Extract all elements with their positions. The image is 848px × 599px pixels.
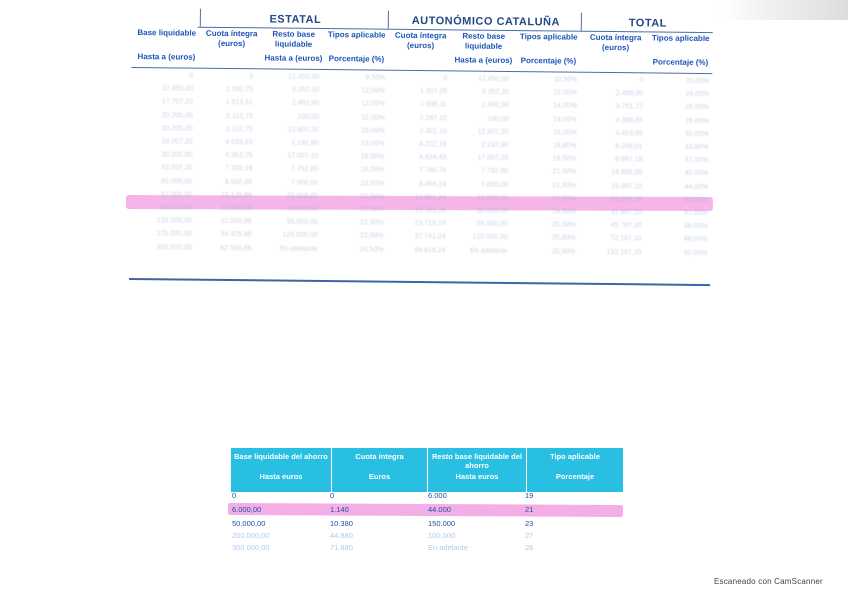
table-cell: 33.007,20 bbox=[161, 138, 193, 146]
table-cell: 100,00 bbox=[487, 115, 509, 123]
table-cell: 17.007,20 bbox=[477, 154, 509, 163]
highlight-marker bbox=[228, 503, 623, 517]
group-autonomico: AUTONÓMICO CATALUÑA bbox=[411, 14, 561, 29]
table-cell: 0 bbox=[330, 491, 335, 500]
table-cell: 2.192,80 bbox=[481, 141, 509, 149]
table-cell: 33,80% bbox=[684, 143, 709, 152]
table-cell: 10.380 bbox=[330, 519, 353, 528]
table-cell: 4.413,85 bbox=[615, 129, 643, 138]
col-header-tipo-total: Tipos aplicable Porcentaje (%) bbox=[651, 33, 710, 68]
table-cell: 14.889,95 bbox=[611, 169, 643, 177]
table-cell: 44.880 bbox=[330, 531, 353, 540]
table-cell: 7.109,19 bbox=[225, 165, 253, 173]
table-cell: En adelante bbox=[470, 247, 508, 255]
col-header-resto-estatal: Resto base liquidable Hasta a (euros) bbox=[264, 29, 323, 63]
table-cell: 30.000,00 bbox=[286, 205, 318, 213]
table-cell: 67.000,00 bbox=[160, 191, 193, 199]
table-cell: 2.490,00 bbox=[615, 90, 644, 98]
table-cell: 2.112,75 bbox=[226, 112, 253, 120]
table-cell: 15,00% bbox=[360, 127, 385, 135]
table-cell: 21.087,10 bbox=[610, 195, 643, 204]
table-cell: 18.007,10 bbox=[610, 182, 643, 190]
table-cell: 22,50% bbox=[360, 206, 384, 214]
table-cell: 12.807,20 bbox=[477, 128, 509, 136]
table-cell: 45.767,10 bbox=[610, 222, 642, 230]
table-cell: 100.000 bbox=[428, 531, 456, 540]
table-cell: 0 bbox=[443, 75, 448, 83]
table-cell: 60.000,00 bbox=[160, 177, 193, 186]
table-cell: 9.456,24 bbox=[418, 180, 447, 188]
table-cell: 100,00 bbox=[297, 113, 319, 121]
table-cell: 23 bbox=[525, 519, 534, 528]
page-edge-shadow bbox=[718, 0, 848, 20]
table-cell: 16.366,24 bbox=[414, 206, 446, 215]
table-cell: 150.000 bbox=[428, 519, 456, 528]
table-cell: 12.450,00 bbox=[478, 75, 510, 83]
table-cell: 8.550,86 bbox=[224, 178, 253, 186]
table-cell: 37,00% bbox=[684, 156, 709, 165]
table-cell: 125.000,00 bbox=[472, 233, 508, 242]
table-cell: 12.450,00 bbox=[288, 73, 320, 81]
table-cell: 21,50% bbox=[552, 182, 577, 190]
table-cell: 44.000 bbox=[428, 505, 451, 514]
table-cell: 12,00% bbox=[361, 87, 386, 95]
table-cell: 4.399,85 bbox=[615, 116, 643, 124]
table-cell: 35.200,00 bbox=[161, 151, 193, 159]
table-cell: 22,50% bbox=[359, 219, 384, 227]
table-cell: 50,00% bbox=[683, 249, 708, 257]
table-cell: 21 bbox=[525, 505, 534, 514]
table-cell: 14,00% bbox=[553, 116, 577, 124]
col-header-cuota-autonomico: Cuota íntegra (euros) bbox=[394, 30, 447, 51]
table-cell: 72.167,10 bbox=[610, 235, 642, 243]
table-cell: 10,50% bbox=[553, 76, 578, 84]
table-cell: 18,50% bbox=[360, 166, 385, 175]
table-cell: 19 bbox=[525, 491, 534, 500]
table-cell: 22.050,86 bbox=[220, 218, 252, 226]
table-cell: 2.192,80 bbox=[291, 139, 319, 147]
table-cell: 46,00% bbox=[684, 196, 709, 204]
table-cell: 30.000,00 bbox=[476, 207, 508, 215]
general-tax-scale-table bbox=[129, 6, 713, 287]
table-cell: 44,00% bbox=[684, 183, 709, 191]
table-cell: 2.492,80 bbox=[481, 102, 510, 110]
table-cell: 12,00% bbox=[361, 100, 386, 109]
table-cell: 21,50% bbox=[552, 168, 577, 177]
table-cell: 7.780,76 bbox=[419, 167, 447, 175]
table-cell: 25,50% bbox=[551, 221, 576, 229]
table-cell: 2.492,80 bbox=[291, 100, 320, 108]
col-header-base: Base liquidable Hasta a (euros) bbox=[137, 28, 197, 62]
table-cell: 48,00% bbox=[683, 236, 708, 244]
table-cell: 7.000,00 bbox=[290, 179, 319, 187]
table-cell: 62.550,86 bbox=[220, 244, 252, 252]
table-cell: 9,50% bbox=[365, 74, 386, 82]
table-cell: 12,00% bbox=[361, 113, 385, 122]
group-separator bbox=[200, 9, 201, 27]
lower-header-resto: Resto base liquidable del ahorro Hasta euros bbox=[428, 448, 527, 492]
table-cell: 14,00% bbox=[553, 102, 578, 111]
table-cell: 6.000 bbox=[428, 491, 447, 500]
group-separator bbox=[388, 11, 389, 29]
table-cell: 0 bbox=[232, 491, 237, 500]
table-cell: 5.257,20 bbox=[291, 86, 320, 95]
table-cell: 48,00% bbox=[683, 222, 708, 231]
table-cell: 15,00% bbox=[360, 140, 385, 148]
table-cell: 1.182,75 bbox=[225, 86, 254, 94]
table-cell: 24,00% bbox=[685, 90, 710, 99]
table-cell: 34.425,86 bbox=[220, 231, 252, 239]
savings-tax-scale-table bbox=[231, 448, 625, 558]
table-cell: 12,00% bbox=[553, 89, 578, 97]
table-cell: 1.813,61 bbox=[225, 99, 254, 107]
table-cell: 15,00% bbox=[552, 129, 577, 137]
table-cell: 22,50% bbox=[359, 232, 384, 241]
table-cell: 27 bbox=[525, 531, 534, 540]
table-cell: 200.000,00 bbox=[232, 531, 270, 540]
table-cell: 50.000,00 bbox=[232, 519, 266, 528]
table-cell: 0 bbox=[249, 73, 254, 81]
table-cell: 23.716,24 bbox=[414, 220, 446, 228]
table-cell: 4.033,83 bbox=[225, 138, 253, 147]
lower-header-cuota: Cuota íntegra Euros bbox=[332, 448, 428, 492]
table-cell: 0 bbox=[189, 72, 194, 80]
table-cell: 22,50% bbox=[360, 193, 385, 201]
table-cell: 8.997,18 bbox=[615, 156, 643, 164]
table-cell: 18,80% bbox=[552, 142, 577, 150]
table-cell: 55.000,00 bbox=[286, 218, 318, 227]
group-estatal: ESTATAL bbox=[269, 13, 322, 26]
table-cell: 3.751,72 bbox=[615, 103, 644, 111]
group-separator bbox=[581, 13, 582, 31]
table-cell: 1.938,11 bbox=[420, 101, 448, 109]
table-cell: 7.792,80 bbox=[480, 168, 509, 176]
table-cell: En adelante bbox=[428, 543, 469, 552]
col-header-cuota-estatal: Cuota íntegra (euros) bbox=[205, 28, 258, 49]
table-cell: 20,00% bbox=[685, 77, 710, 86]
table-cell: 4.362,75 bbox=[225, 152, 253, 160]
table-cell: 4.222,18 bbox=[419, 141, 447, 149]
table-cell: 37.741,24 bbox=[414, 233, 446, 241]
table-cell: 10.961,24 bbox=[414, 193, 447, 202]
table-cell: 17.007,20 bbox=[287, 152, 319, 161]
col-header-tipo-autonomico: Tipos aplicable Porcentaje (%) bbox=[519, 32, 578, 66]
table-cell: 2.287,10 bbox=[419, 114, 447, 122]
table-cell: 24,50% bbox=[359, 245, 384, 254]
table-cell: 20.200,00 bbox=[161, 111, 193, 120]
lower-header-base: Base liquidable del ahorro Hasta euros bbox=[231, 448, 332, 492]
table-cell: 40,00% bbox=[684, 170, 709, 178]
table-cell: 26,00% bbox=[685, 104, 710, 112]
table-cell: 30,00% bbox=[684, 130, 709, 138]
table-cell: 47,00% bbox=[684, 209, 708, 218]
table-cell: 25,50% bbox=[551, 234, 576, 243]
col-header-resto-autonomico: Resto base liquidable Hasta a (euros) bbox=[454, 31, 513, 65]
col-header-tipo-estatal: Tipos aplicable Porcentaje (%) bbox=[327, 30, 386, 64]
table-cell: 23.000,00 bbox=[286, 192, 319, 200]
table-cell: 1.307,25 bbox=[419, 88, 448, 96]
table-cell: 26 bbox=[525, 543, 534, 552]
table-cell: 17.707,20 bbox=[161, 98, 194, 107]
table-cell: 22,50% bbox=[360, 179, 385, 188]
table-cell: 0 bbox=[639, 77, 644, 85]
table-cell: 12.450,00 bbox=[161, 85, 194, 93]
table-cell: 31.667,10 bbox=[610, 209, 642, 217]
table-cell: 71.880 bbox=[330, 543, 353, 552]
lower-header-tipo: Tipo aplicable Porcentaje bbox=[527, 448, 623, 492]
table-cell: 24,50% bbox=[552, 208, 576, 216]
table-cell: En adelante bbox=[280, 245, 318, 253]
table-cell: 23,50% bbox=[552, 195, 577, 203]
table-cell: 300.000,00 bbox=[232, 543, 270, 552]
table-cell: 18,50% bbox=[552, 155, 577, 163]
table-cell: 20.200,00 bbox=[161, 125, 193, 133]
table-cell: 10.125,86 bbox=[220, 191, 253, 200]
table-cell: 18,50% bbox=[360, 153, 385, 161]
table-cell: 5.257,20 bbox=[481, 88, 510, 97]
table-cell: 55.000,00 bbox=[476, 220, 508, 229]
table-cell: 6.000,00 bbox=[232, 505, 262, 514]
table-cell: 4.634,43 bbox=[419, 154, 447, 162]
table-cell: 90.000,00 bbox=[160, 204, 192, 212]
group-total: TOTAL bbox=[628, 17, 667, 30]
table-cell: 26,00% bbox=[685, 117, 709, 125]
table-cell: 7.792,80 bbox=[291, 166, 319, 174]
scanner-watermark: Escaneado con CamScanner bbox=[714, 577, 823, 586]
table-cell: 12.807,20 bbox=[287, 126, 319, 134]
table-cell: 69.616,24 bbox=[414, 246, 446, 254]
table-cell: 1.140 bbox=[330, 505, 349, 514]
table-cell: 15.300,86 bbox=[220, 204, 252, 213]
table-cell: 300.000,00 bbox=[156, 243, 192, 252]
table-cell: 132.167,10 bbox=[606, 248, 642, 256]
table-cell: 52.207,20 bbox=[161, 164, 193, 173]
table-bottom-rule bbox=[129, 278, 710, 286]
table-cell: 23.000,00 bbox=[476, 194, 509, 202]
table-cell: 120.000,00 bbox=[156, 217, 192, 225]
table-cell: 8.256,01 bbox=[615, 143, 643, 151]
table-cell: 2.301,10 bbox=[419, 127, 447, 136]
col-header-cuota-total: Cuota íntegra (euros) bbox=[589, 32, 642, 53]
table-cell: 175.000,00 bbox=[156, 230, 192, 239]
table-cell: 2.112,75 bbox=[225, 125, 253, 134]
table-cell: 25,50% bbox=[551, 248, 576, 256]
table-cell: 125.000,00 bbox=[282, 231, 318, 240]
table-cell: 7.000,00 bbox=[480, 181, 509, 189]
